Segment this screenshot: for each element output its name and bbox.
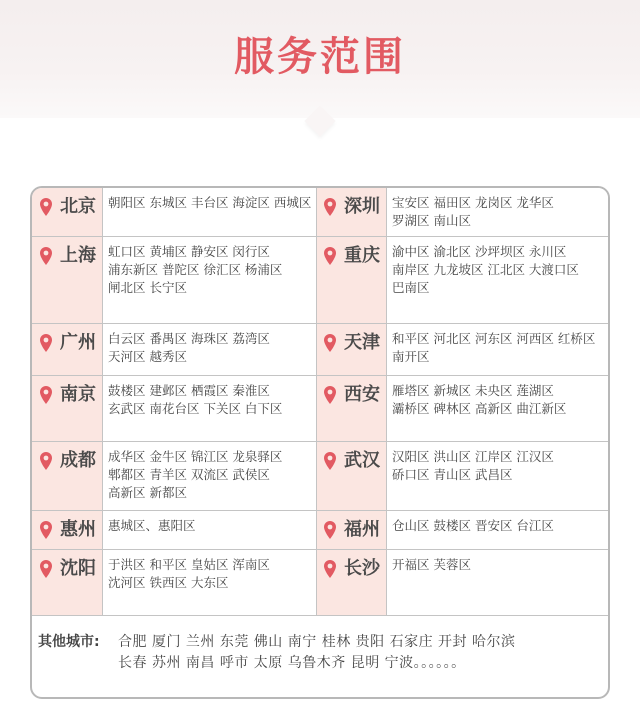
city-name: 西安 <box>344 384 380 405</box>
city-name: 惠州 <box>60 519 96 540</box>
district-line: 和平区 河北区 河东区 河西区 红桥区 <box>392 331 596 346</box>
district-line: 于洪区 和平区 皇姑区 浑南区 <box>108 557 270 572</box>
district-cell <box>102 188 316 237</box>
district-list <box>108 382 314 418</box>
city-cell <box>316 376 386 442</box>
district-line: 郫都区 青羊区 双流区 武侯区 <box>108 467 270 482</box>
city-name: 沈阳 <box>60 558 96 579</box>
district-list <box>392 517 608 535</box>
city-name: 广州 <box>60 332 96 353</box>
district-line: 巴南区 <box>392 280 430 295</box>
district-cell <box>102 511 316 550</box>
city-name: 北京 <box>60 196 96 217</box>
map-pin-icon <box>40 386 52 404</box>
map-pin-icon <box>40 560 52 578</box>
map-pin-icon <box>40 521 52 539</box>
city-name: 武汉 <box>344 450 380 471</box>
district-line: 白云区 番禺区 海珠区 荔湾区 <box>108 331 270 346</box>
district-list <box>108 517 314 535</box>
district-list <box>392 448 608 484</box>
district-list <box>392 382 608 418</box>
district-line: 雁塔区 新城区 未央区 莲湖区 <box>392 383 554 398</box>
district-list <box>108 448 314 502</box>
district-list <box>108 243 314 297</box>
district-line: 虹口区 黄埔区 静安区 闵行区 <box>108 244 270 259</box>
city-name: 重庆 <box>344 245 380 266</box>
city-cell <box>32 511 102 550</box>
district-list <box>108 194 314 212</box>
city-cell <box>316 442 386 511</box>
city-cell <box>32 376 102 442</box>
district-line: 惠城区、惠阳区 <box>108 518 196 533</box>
map-pin-icon <box>324 198 336 216</box>
district-line: 沈河区 铁西区 大东区 <box>108 575 229 590</box>
district-line: 宝安区 福田区 龙岗区 龙华区 <box>392 195 554 210</box>
column-divider <box>386 188 387 616</box>
district-cell <box>386 511 610 550</box>
city-name: 天津 <box>344 332 380 353</box>
service-area-table <box>30 186 610 699</box>
map-pin-icon <box>40 334 52 352</box>
district-list <box>392 243 608 297</box>
district-line: 汉阳区 洪山区 江岸区 江汉区 <box>392 449 554 464</box>
district-line: 开福区 芙蓉区 <box>392 557 471 572</box>
city-cell <box>316 511 386 550</box>
district-cell <box>102 376 316 442</box>
map-pin-icon <box>324 521 336 539</box>
map-pin-icon <box>40 247 52 265</box>
district-line: 罗湖区 南山区 <box>392 213 471 228</box>
map-pin-icon <box>40 452 52 470</box>
map-pin-icon <box>324 247 336 265</box>
district-cell <box>386 550 610 616</box>
district-line: 南岸区 九龙坡区 江北区 大渡口区 <box>392 262 579 277</box>
district-line: 高新区 新都区 <box>108 485 187 500</box>
district-line: 渝中区 渝北区 沙坪坝区 永川区 <box>392 244 567 259</box>
district-line: 仓山区 鼓楼区 晋安区 台江区 <box>392 518 554 533</box>
city-name: 南京 <box>60 384 96 405</box>
column-divider <box>102 188 103 616</box>
map-pin-icon <box>324 386 336 404</box>
other-cities-label: 其他城市: <box>38 634 100 650</box>
city-cell <box>316 324 386 376</box>
district-list <box>392 556 608 574</box>
district-cell <box>386 237 610 324</box>
district-cell <box>386 324 610 376</box>
city-cell <box>32 188 102 237</box>
column-divider <box>316 188 317 616</box>
row-divider <box>32 615 610 616</box>
district-cell <box>102 324 316 376</box>
city-name: 上海 <box>60 245 96 266</box>
district-list <box>108 330 314 366</box>
district-cell <box>386 188 610 237</box>
city-cell <box>316 188 386 237</box>
map-pin-icon <box>324 334 336 352</box>
city-cell <box>32 442 102 511</box>
city-cell <box>32 550 102 616</box>
city-name: 长沙 <box>344 558 380 579</box>
other-cities-line: 合肥 厦门 兰州 东莞 佛山 南宁 桂林 贵阳 石家庄 开封 哈尔滨 <box>118 634 516 650</box>
city-cell <box>32 324 102 376</box>
district-line: 闸北区 长宁区 <box>108 280 187 295</box>
district-line: 鼓楼区 建邺区 栖霞区 秦淮区 <box>108 383 270 398</box>
district-line: 硚口区 青山区 武昌区 <box>392 467 513 482</box>
city-name: 成都 <box>60 450 96 471</box>
district-cell <box>102 237 316 324</box>
district-cell <box>102 442 316 511</box>
district-list <box>392 194 608 230</box>
district-line: 浦东新区 普陀区 徐汇区 杨浦区 <box>108 262 283 277</box>
district-line: 朝阳区 东城区 丰台区 海淀区 西城区 <box>108 195 312 210</box>
district-list <box>392 330 608 366</box>
district-line: 南开区 <box>392 349 430 364</box>
district-cell <box>386 442 610 511</box>
city-cell <box>316 237 386 324</box>
city-cell <box>32 237 102 324</box>
district-list <box>108 556 314 592</box>
city-cell <box>316 550 386 616</box>
district-line: 灞桥区 碑林区 高新区 曲江新区 <box>392 401 567 416</box>
district-line: 玄武区 南花台区 下关区 白下区 <box>108 401 283 416</box>
district-cell <box>386 376 610 442</box>
city-name: 福州 <box>344 519 380 540</box>
page-title: 服务范围 <box>234 34 406 80</box>
district-line: 天河区 越秀区 <box>108 349 187 364</box>
district-line: 成华区 金牛区 锦江区 龙泉驿区 <box>108 449 283 464</box>
district-cell <box>102 550 316 616</box>
map-pin-icon <box>324 560 336 578</box>
other-cities-line: 长春 苏州 南昌 呼市 太原 乌鲁木齐 昆明 宁波。。。。。。 <box>118 655 466 671</box>
map-pin-icon <box>324 452 336 470</box>
city-name: 深圳 <box>344 196 380 217</box>
map-pin-icon <box>40 198 52 216</box>
